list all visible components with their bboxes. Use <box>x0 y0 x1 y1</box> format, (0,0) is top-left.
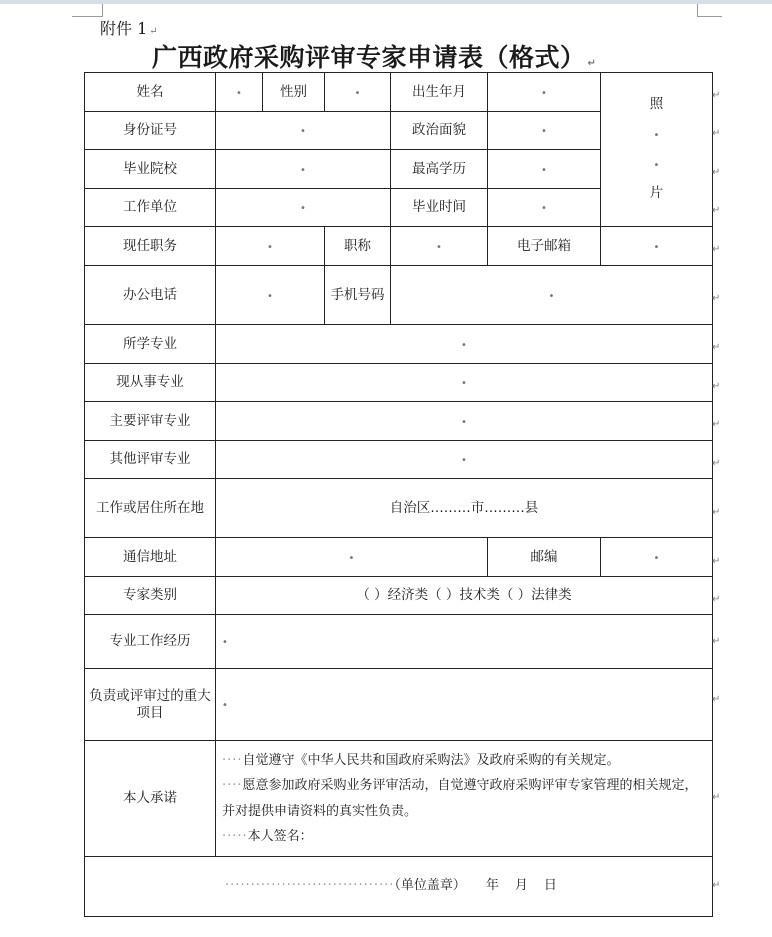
graduation-date-label: 毕业时间 <box>391 189 488 227</box>
employer-label: 工作单位 <box>85 189 216 227</box>
annex-label: 附件 1 ↵ <box>100 19 158 38</box>
margin-corner-mark-right <box>697 4 722 17</box>
major-projects-label: 负责或评审过的重大项目 <box>85 669 216 741</box>
position-label: 现任职务 <box>85 227 216 266</box>
graduation-date-input[interactable] <box>488 189 601 227</box>
education-label: 最高学历 <box>391 150 488 189</box>
address-label: 通信地址 <box>85 538 216 577</box>
email-input[interactable] <box>601 227 713 266</box>
unit-seal-label: （单位盖章） <box>394 878 466 894</box>
postcode-label: 邮编 <box>488 538 601 577</box>
current-major-label: 现从事专业 <box>85 364 216 402</box>
row-end-mark: ↵ <box>712 90 721 101</box>
expert-type-options[interactable]: （ ）经济类（ ）技术类（ ）法律类 <box>216 577 713 615</box>
postcode-input[interactable] <box>601 538 713 577</box>
id-number-label: 身份证号 <box>85 112 216 150</box>
mobile-input[interactable] <box>391 266 713 325</box>
application-form-table <box>84 72 713 917</box>
row-address <box>85 538 713 577</box>
school-input[interactable] <box>216 150 391 189</box>
row-name <box>85 73 713 112</box>
id-number-input[interactable] <box>216 112 391 150</box>
office-phone-label: 办公电话 <box>85 266 216 325</box>
row-position <box>85 227 713 266</box>
row-other-review <box>85 441 713 479</box>
gender-input[interactable] <box>325 73 391 112</box>
main-review-major-input[interactable] <box>216 402 713 441</box>
row-main-review <box>85 402 713 441</box>
main-review-major-label: 主要评审专业 <box>85 402 216 441</box>
work-experience-input[interactable] <box>216 615 713 669</box>
residence-input[interactable]: 自治区………市………县 <box>216 479 713 538</box>
education-input[interactable] <box>488 150 601 189</box>
row-major-projects <box>85 669 713 741</box>
political-status-label: 政治面貌 <box>391 112 488 150</box>
photo-label-bottom: 片 <box>649 185 664 202</box>
gender-label: 性别 <box>263 73 325 112</box>
expert-type-label: 专家类别 <box>85 577 216 615</box>
photo-label-top: 照 <box>649 96 664 113</box>
form-title: 广西政府采购评审专家申请表（格式） ↵ <box>152 43 597 72</box>
email-label: 电子邮箱 <box>488 227 601 266</box>
major-projects-input[interactable] <box>216 669 713 741</box>
row-end-mark: ↵ <box>712 342 721 353</box>
signature-line[interactable]: ·····本人签名： <box>222 828 313 844</box>
address-input[interactable] <box>216 538 488 577</box>
political-status-input[interactable] <box>488 112 601 150</box>
birth-label: 出生年月 <box>391 73 488 112</box>
row-end-mark: ↵ <box>712 419 721 430</box>
name-input[interactable] <box>216 73 263 112</box>
row-work-experience <box>85 615 713 669</box>
title-input[interactable] <box>391 227 488 266</box>
row-end-mark: ↵ <box>712 556 721 567</box>
row-end-mark: ↵ <box>712 792 721 803</box>
row-end-mark: ↵ <box>712 128 721 139</box>
photo-box[interactable] <box>601 73 713 227</box>
major-studied-label: 所学专业 <box>85 325 216 364</box>
other-review-major-input[interactable] <box>216 441 713 479</box>
name-label: 姓名 <box>85 73 216 112</box>
title-label: 职称 <box>325 227 391 266</box>
current-major-input[interactable] <box>216 364 713 402</box>
row-end-mark: ↵ <box>712 293 721 304</box>
row-end-mark: ↵ <box>712 594 721 605</box>
employer-input[interactable] <box>216 189 391 227</box>
residence-label: 工作或居住所在地 <box>85 479 216 538</box>
pledge-line-1: ····自觉遵守《中华人民共和国政府采购法》及政府采购的有关规定。 <box>222 752 620 768</box>
row-end-mark: ↵ <box>712 507 721 518</box>
pledge-line-2: ····愿意参加政府采购业务评审活动，自觉遵守政府采购评审专家管理的相关规定，并对提供申请资料的真实性负责。 <box>222 778 698 819</box>
row-end-mark: ↵ <box>712 381 721 392</box>
row-end-mark: ↵ <box>712 458 721 469</box>
major-studied-input[interactable] <box>216 325 713 364</box>
mobile-label: 手机号码 <box>325 266 391 325</box>
row-major-studied <box>85 325 713 364</box>
other-review-major-label: 其他评审专业 <box>85 441 216 479</box>
row-end-mark: ↵ <box>712 880 721 891</box>
row-stamp <box>85 857 713 917</box>
row-end-mark: ↵ <box>712 205 721 216</box>
position-input[interactable] <box>216 227 325 266</box>
row-end-mark: ↵ <box>712 636 721 647</box>
row-current-major <box>85 364 713 402</box>
school-label: 毕业院校 <box>85 150 216 189</box>
work-experience-label: 专业工作经历 <box>85 615 216 669</box>
row-phone <box>85 266 713 325</box>
row-residence <box>85 479 713 538</box>
window-top-bar <box>0 0 772 4</box>
birth-input[interactable] <box>488 73 601 112</box>
pledge-label: 本人承诺 <box>85 741 216 857</box>
unit-stamp-area[interactable]: ·································（单位盖章） 年 月 日 <box>85 857 713 917</box>
pledge-text <box>216 741 713 857</box>
row-end-mark: ↵ <box>712 167 721 178</box>
margin-corner-mark-left <box>72 4 103 17</box>
row-expert-type <box>85 577 713 615</box>
row-end-mark: ↵ <box>712 694 721 705</box>
row-pledge <box>85 741 713 857</box>
office-phone-input[interactable] <box>216 266 325 325</box>
row-end-mark: ↵ <box>712 244 721 255</box>
